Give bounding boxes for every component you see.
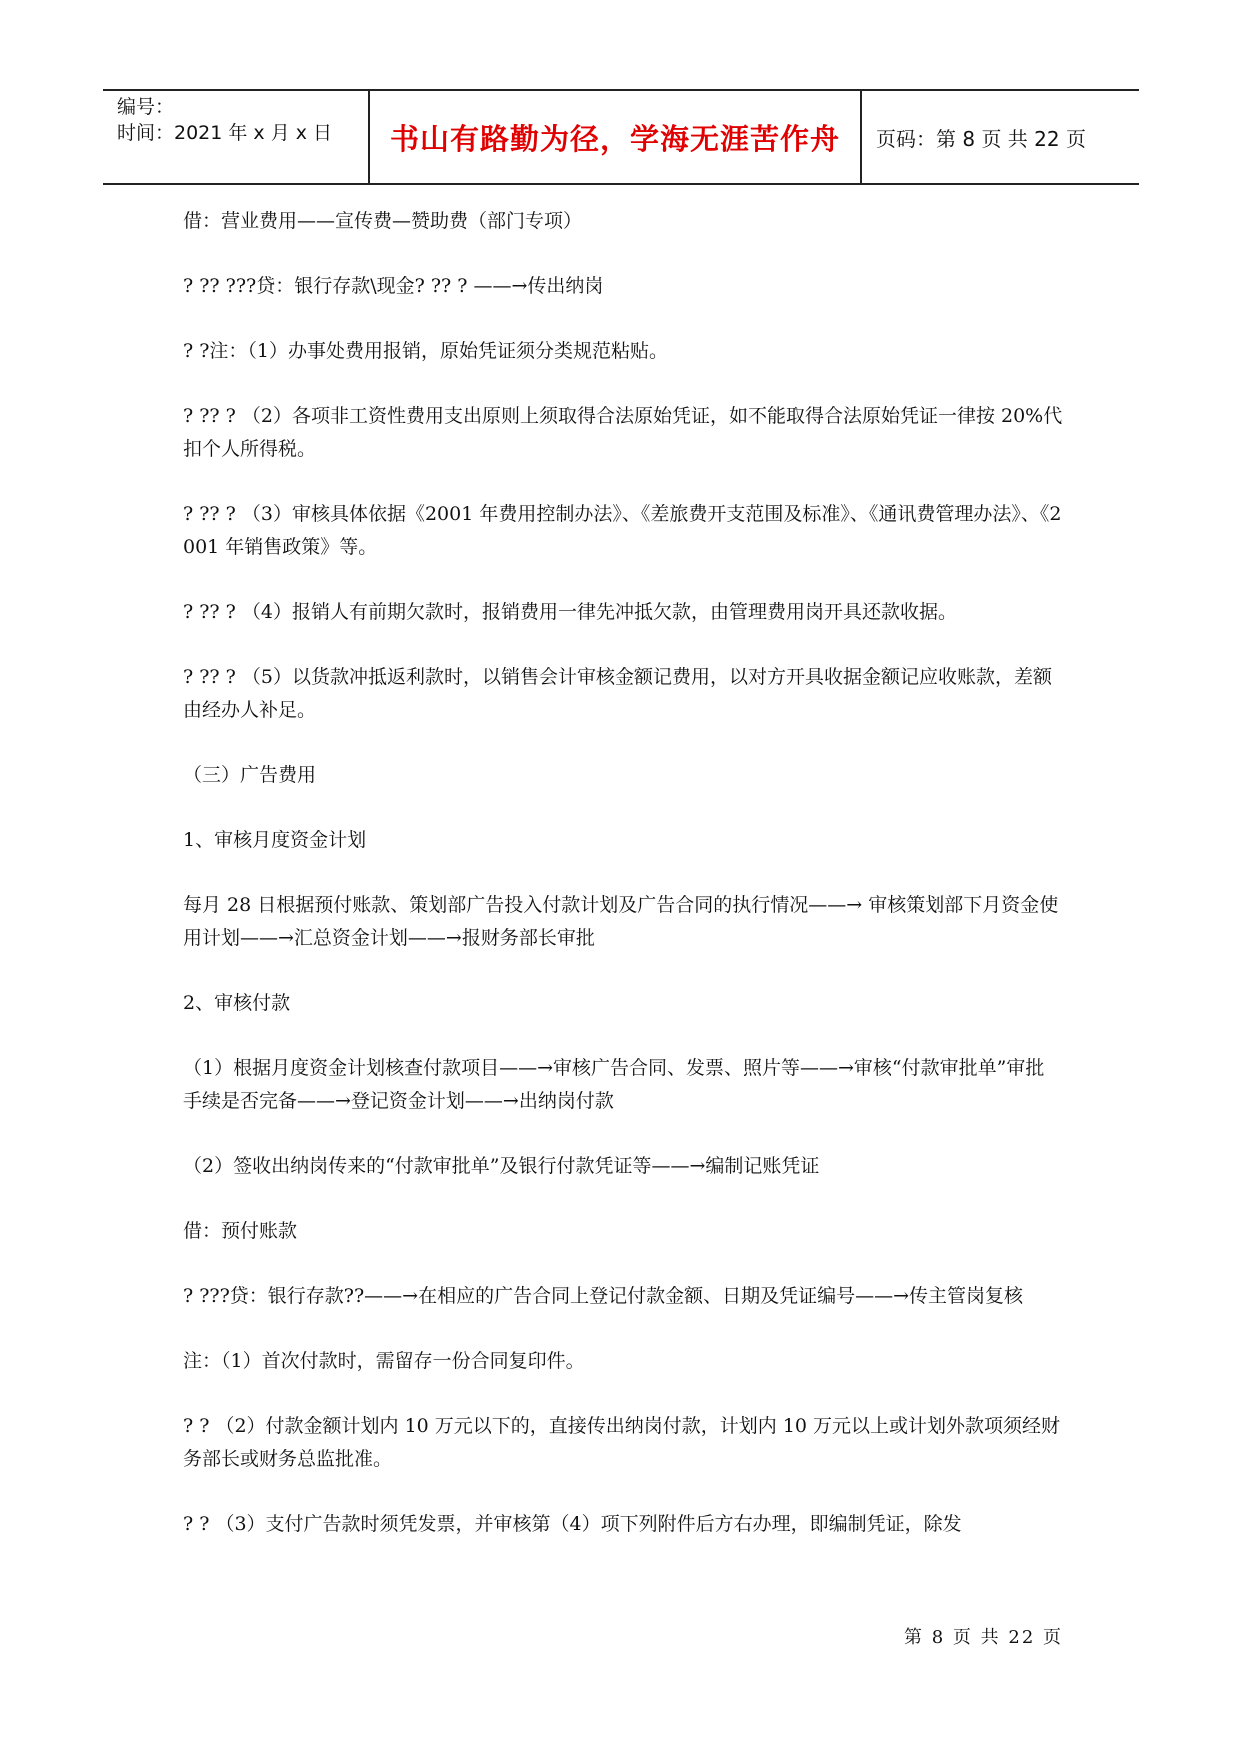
paragraph: ? ?? ? （4）报销人有前期欠款时，报销费用一律先冲抵欠款，由管理费用岗开具还款收据。 bbox=[183, 601, 957, 623]
paragraph: ? ?? ? （2）各项非工资性费用支出原则上须取得合法原始凭证，如不能取得合法原始凭证一律按 20%代扣个人所得税。 bbox=[183, 405, 1063, 460]
paragraph: 借：预付账款 bbox=[183, 1220, 298, 1242]
paragraph: ? ???贷：银行存款??——→在相应的广告合同上登记付款金额、日期及凭证编号——→传主管岗复核 bbox=[183, 1285, 1024, 1307]
header-meta-cell bbox=[103, 91, 370, 183]
paragraph: ? ?? ? （3）审核具体依据《2001 年费用控制办法》、《差旅费开支范围及标准》、《通讯费管理办法》、《2001 年销售政策》等。 bbox=[183, 503, 1062, 558]
paragraph: ? ?注：（1）办事处费用报销，原始凭证须分类规范粘贴。 bbox=[183, 340, 669, 362]
document-body bbox=[183, 205, 1063, 1573]
paragraph: ? ? （2）付款金额计划内 10 万元以下的，直接传出纳岗付款，计划内 10 万元以上或计划外款项须经财务部长或财务总监批准。 bbox=[183, 1415, 1061, 1470]
paragraph: ? ?? ? （5）以货款冲抵返利款时，以销售会计审核金额记费用，以对方开具收据金额记应收账款，差额由经办人补足。 bbox=[183, 666, 1052, 721]
time-label: 时间：2021 年 x 月 x 日 bbox=[117, 122, 333, 144]
paragraph: ? ?? ???贷：银行存款\现金? ?? ? ——→传出纳岗 bbox=[183, 275, 604, 297]
paragraph: （1）根据月度资金计划核查付款项目——→审核广告合同、发票、照片等——→审核“付款审批单”审批手续是否完备——→登记资金计划——→出纳岗付款 bbox=[183, 1057, 1045, 1112]
header-motto: 书山有路勤为径，学海无涯苦作舟 bbox=[370, 91, 862, 183]
paragraph: 借：营业费用——宣传费—赞助费（部门专项） bbox=[183, 210, 583, 232]
page-footer: 第 8 页 共 22 页 bbox=[904, 1627, 1063, 1648]
paragraph: 每月 28 日根据预付账款、策划部广告投入付款计划及广告合同的执行情况——→ 审核策划部下月资金使用计划——→汇总资金计划——→报财务部长审批 bbox=[183, 894, 1059, 949]
paragraph: 注：（1）首次付款时，需留存一份合同复印件。 bbox=[183, 1350, 585, 1372]
number-label: 编号： bbox=[117, 96, 175, 118]
paragraph: （2）签收出纳岗传来的“付款审批单”及银行付款凭证等——→编制记账凭证 bbox=[183, 1155, 820, 1177]
subsection-heading: 1、审核月度资金计划 bbox=[183, 829, 367, 851]
section-heading: （三）广告费用 bbox=[183, 764, 317, 786]
header-page-code: 页码：第 8 页 共 22 页 bbox=[876, 126, 1086, 151]
paragraph: ? ? （3）支付广告款时须凭发票，并审核第（4）项下列附件后方右办理，即编制凭证，除发 bbox=[183, 1513, 962, 1535]
document-header bbox=[103, 89, 1139, 185]
subsection-heading: 2、审核付款 bbox=[183, 992, 291, 1014]
